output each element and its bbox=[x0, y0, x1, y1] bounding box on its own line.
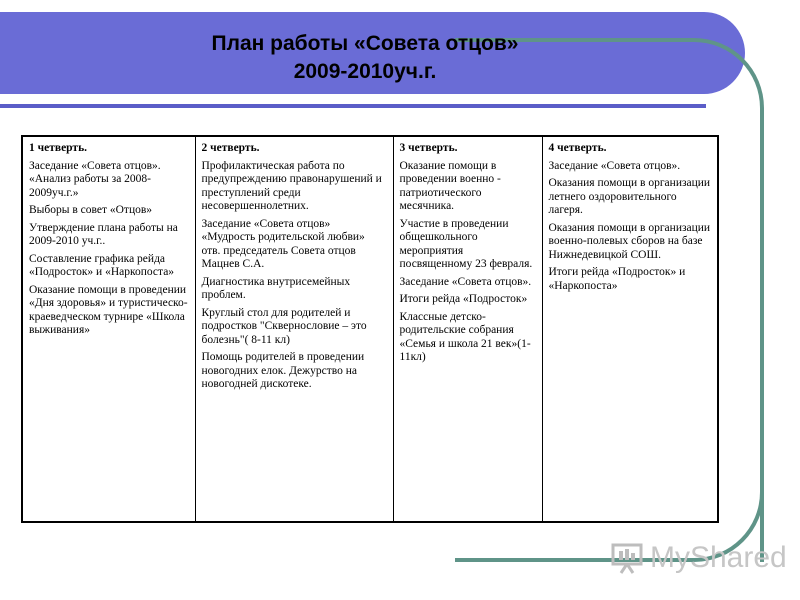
list-item: Заседание «Совета отцов» «Мудрость родительской любви» отв. председатель Совета отцов Мацнев С.А. bbox=[201, 217, 365, 270]
quarter-4-cell bbox=[542, 136, 718, 522]
watermark-text: MyShared bbox=[650, 541, 787, 574]
list-item: Оказания помощи в организации летнего оздоровительного лагеря. bbox=[548, 177, 711, 216]
quarter-1-cell bbox=[22, 136, 195, 522]
list-item: Участие в проведении общешкольного мероприятия посвященному 23 февраля. bbox=[399, 217, 533, 270]
quarter-3-cell bbox=[393, 136, 542, 522]
list-item: Утверждение плана работы на 2009-2010 уч.г.. bbox=[29, 221, 178, 247]
list-item: Заседание «Совета отцов». bbox=[548, 159, 681, 172]
list-item: Итоги рейда «Подросток» bbox=[399, 293, 528, 305]
list-item: Составление графика рейда «Подросток» и «Наркопоста» bbox=[29, 252, 175, 278]
list-item: Выборы в совет «Отцов» bbox=[29, 204, 153, 216]
list-item: Классные детско-родительские собрания «Семья и школа 21 век»(1-11кл) bbox=[399, 310, 531, 363]
watermark bbox=[610, 538, 790, 578]
column-title: 4 четверть. bbox=[548, 142, 607, 154]
list-item: Оказания помощи в организации военно-полевых сборов на базе Нижнедевицкой СОШ. bbox=[548, 221, 711, 261]
list-item: Оказание помощи в проведении «Дня здоровья» и туристическо-краеведческом турнире «Школа выживания» bbox=[29, 283, 188, 336]
list-item: Диагностика внутрисемейных проблем. bbox=[201, 275, 351, 301]
list-item: Помощь родителей в проведении новогодних елок. Дежурство на новогодней дискотеке. bbox=[201, 351, 365, 390]
column-title: 3 четверть. bbox=[399, 142, 458, 154]
list-item: Заседание «Совета отцов». «Анализ работы за 2008-2009уч.г.» bbox=[29, 159, 161, 199]
list-item: Круглый стол для родителей и подростков "Сквернословие – это болезнь"( 8-11 кл) bbox=[201, 306, 367, 346]
list-item: Итоги рейда «Подросток» и «Наркопоста» bbox=[548, 266, 686, 292]
column-title: 2 четверть. bbox=[201, 142, 260, 154]
column-title: 1 четверть. bbox=[29, 142, 88, 154]
slide-title bbox=[100, 30, 630, 86]
table-row bbox=[22, 136, 718, 522]
slide-title-line1: План работы «Совета отцов» bbox=[211, 32, 519, 55]
presentation-board-icon bbox=[610, 542, 644, 574]
list-item: Профилактическая работа по предупреждению правонарушений и преступлений среди несовершеннолетних. bbox=[201, 159, 382, 212]
list-item: Оказание помощи в проведении военно - патриотического месячника. bbox=[399, 159, 501, 212]
list-item: Заседание «Совета отцов». bbox=[399, 275, 532, 288]
quarter-2-cell bbox=[195, 136, 393, 522]
slide-title-line2: 2009-2010уч.г. bbox=[293, 60, 437, 83]
quarterly-plan-table bbox=[21, 135, 719, 523]
